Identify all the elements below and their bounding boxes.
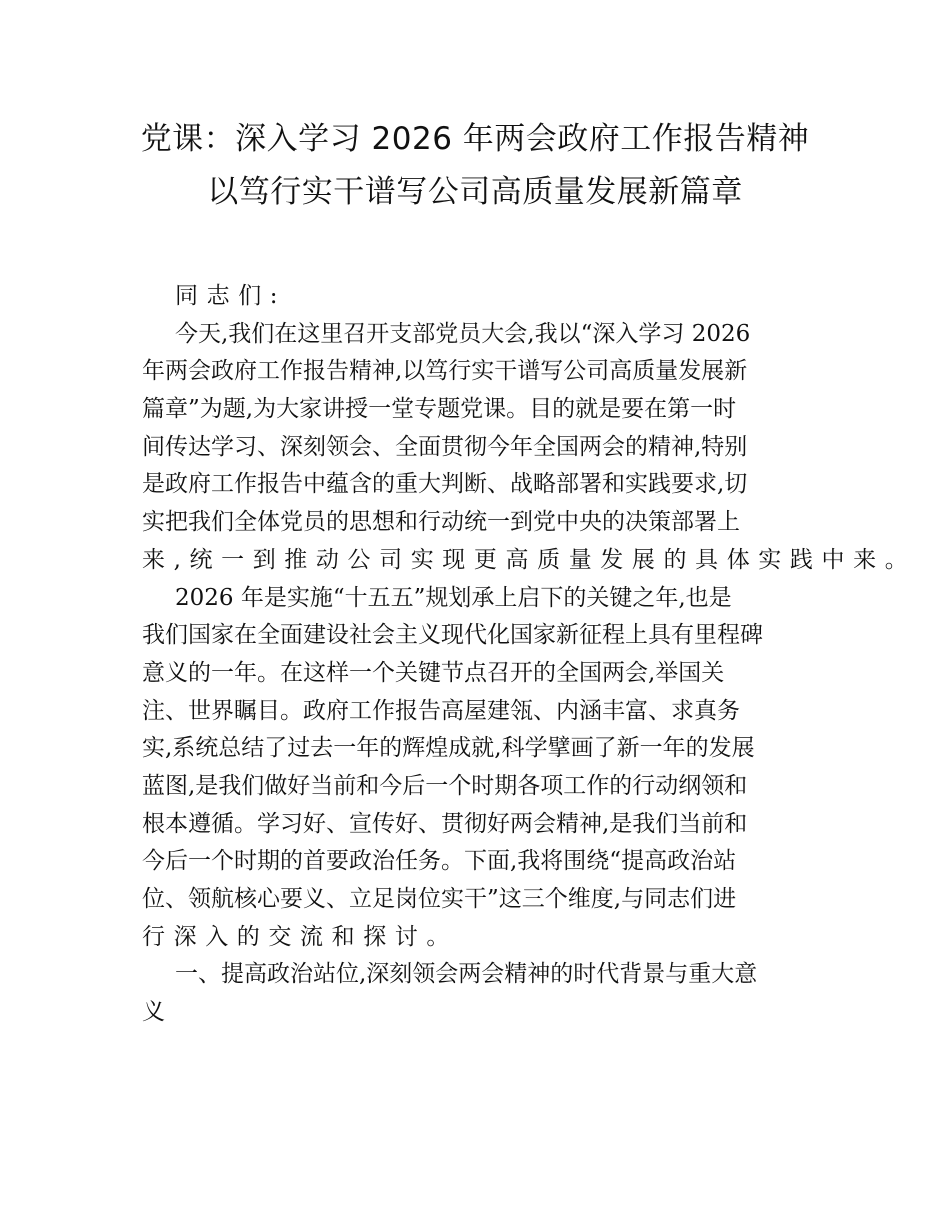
body-line: 今天,我们在这里召开支部党员大会,我以“深入学习 2026 bbox=[175, 320, 751, 347]
body-line: 同志们: bbox=[175, 283, 287, 309]
body-line: 注、世界瞩目。政府工作报告高屋建瓴、内涵丰富、求真务 bbox=[142, 697, 740, 724]
body-line: 来,统一到推动公司实现更高质量发展的具体实践中来。 bbox=[142, 546, 917, 573]
body-line: 一、提高政治站位,深刻领会两会精神的时代背景与重大意 bbox=[175, 961, 758, 988]
body-line: 义 bbox=[142, 999, 174, 1026]
document-title-line-1: 党课：深入学习 2026 年两会政府工作报告精神 bbox=[140, 121, 810, 157]
body-line: 实把我们全体党员的思想和行动统一到党中央的决策部署上 bbox=[142, 509, 740, 536]
body-line: 篇章”为题,为大家讲授一堂专题党课。目的就是要在第一时 bbox=[142, 396, 737, 423]
document-body bbox=[142, 278, 917, 1032]
body-line: 今后一个时期的首要政治任务。下面,我将围绕“提高政治站 bbox=[142, 848, 737, 875]
body-line: 年两会政府工作报告精神,以笃行实干谱写公司高质量发展新 bbox=[142, 358, 748, 385]
body-line: 是政府工作报告中蕴含的重大判断、战略部署和实践要求,切 bbox=[142, 471, 748, 498]
body-line: 2026 年是实施“十五五”规划承上启下的关键之年,也是 bbox=[175, 584, 732, 611]
body-line: 实,系统总结了过去一年的辉煌成就,科学擘画了新一年的发展 bbox=[142, 735, 755, 762]
body-line: 根本遵循。学习好、宣传好、贯彻好两会精神,是我们当前和 bbox=[142, 810, 748, 837]
body-line: 蓝图,是我们做好当前和今后一个时期各项工作的行动纲领和 bbox=[142, 772, 748, 799]
body-line: 间传达学习、深刻领会、全面贯彻今年全国两会的精神,特别 bbox=[142, 433, 748, 460]
body-line: 位、领航核心要义、立足岗位实干”这三个维度,与同志们进 bbox=[142, 886, 737, 912]
document-title-line-2: 以笃行实干谱写公司高质量发展新篇章 bbox=[207, 174, 743, 210]
body-line: 我们国家在全面建设社会主义现代化国家新征程上具有里程碑 bbox=[142, 622, 763, 649]
body-line: 意义的一年。在这样一个关键节点召开的全国两会,举国关 bbox=[142, 659, 725, 686]
body-line: 行深入的交流和探讨。 bbox=[142, 923, 458, 950]
